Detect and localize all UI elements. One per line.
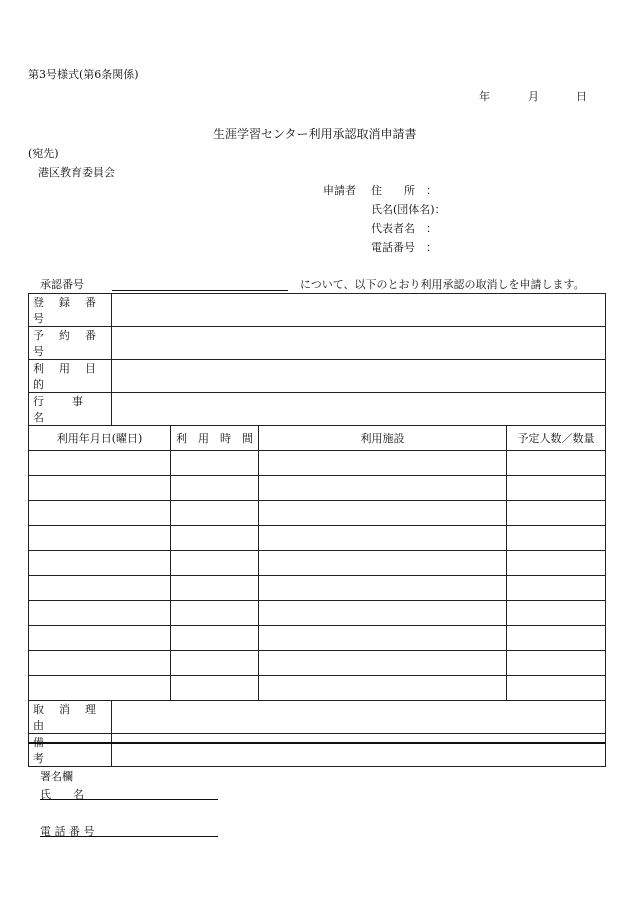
headcount-cell[interactable] (507, 676, 606, 701)
schedule-row (29, 626, 606, 651)
event-name-row (29, 393, 606, 426)
usage-time-cell[interactable] (171, 576, 259, 601)
registration-number-field[interactable] (112, 294, 606, 327)
section-divider (28, 742, 605, 744)
reservation-number-row (29, 327, 606, 360)
facility-cell[interactable] (259, 501, 507, 526)
registration-number-row (29, 294, 606, 327)
usage-date-cell[interactable] (29, 626, 171, 651)
remarks-label: 備 考 (29, 734, 112, 767)
usage-time-cell[interactable] (171, 601, 259, 626)
applicant-representative-label: 代表者名 ： (371, 222, 437, 235)
applicant-phone-label: 電話番号 ： (371, 241, 437, 254)
event-name-label: 行 事 名 (29, 393, 112, 426)
usage-date-cell[interactable] (29, 526, 171, 551)
headcount-cell[interactable] (507, 476, 606, 501)
schedule-row (29, 476, 606, 501)
schedule-header-row (29, 426, 606, 451)
applicant-name-label: 氏名(団体名)： (371, 203, 446, 216)
facility-cell[interactable] (259, 526, 507, 551)
facility-cell[interactable] (259, 576, 507, 601)
column-header-facility: 利用施設 (259, 426, 507, 451)
usage-purpose-row (29, 360, 606, 393)
signature-heading: 署名欄 (40, 770, 73, 783)
usage-time-cell[interactable] (171, 626, 259, 651)
cancel-reason-field[interactable] (112, 701, 606, 734)
cancel-reason-row (29, 701, 606, 734)
usage-date-cell[interactable] (29, 601, 171, 626)
usage-time-cell[interactable] (171, 551, 259, 576)
usage-date-cell[interactable] (29, 501, 171, 526)
headcount-cell[interactable] (507, 451, 606, 476)
usage-time-cell[interactable] (171, 451, 259, 476)
approval-number-label: 承認番号 (40, 278, 84, 291)
date-day-label: 日 (576, 90, 587, 103)
headcount-cell[interactable] (507, 651, 606, 676)
registration-number-label: 登 録 番 号 (29, 294, 112, 327)
usage-date-cell[interactable] (29, 451, 171, 476)
facility-cell[interactable] (259, 551, 507, 576)
schedule-row (29, 526, 606, 551)
usage-purpose-label: 利 用 目 的 (29, 360, 112, 393)
usage-time-cell[interactable] (171, 501, 259, 526)
remarks-row (29, 734, 606, 767)
applicant-address-label: 住 所 ： (371, 184, 437, 197)
facility-cell[interactable] (259, 601, 507, 626)
reservation-number-label: 予 約 番 号 (29, 327, 112, 360)
schedule-row (29, 601, 606, 626)
usage-time-cell[interactable] (171, 651, 259, 676)
facility-cell[interactable] (259, 651, 507, 676)
date-month-label: 月 (528, 90, 539, 103)
schedule-row (29, 551, 606, 576)
usage-date-cell[interactable] (29, 651, 171, 676)
schedule-row (29, 501, 606, 526)
usage-time-cell[interactable] (171, 676, 259, 701)
column-header-usage-date: 利用年月日(曜日) (29, 426, 171, 451)
reservation-number-field[interactable] (112, 327, 606, 360)
approval-number-field[interactable] (112, 290, 288, 291)
addressee-label: (宛先) (28, 147, 59, 160)
headcount-cell[interactable] (507, 576, 606, 601)
facility-cell[interactable] (259, 451, 507, 476)
headcount-cell[interactable] (507, 501, 606, 526)
usage-time-cell[interactable] (171, 526, 259, 551)
approval-statement: について、以下のとおり利用承認の取消しを申請します。 (300, 278, 585, 291)
headcount-cell[interactable] (507, 526, 606, 551)
facility-cell[interactable] (259, 626, 507, 651)
form-number: 第3号様式(第6条関係) (28, 68, 139, 81)
usage-date-cell[interactable] (29, 576, 171, 601)
schedule-row (29, 451, 606, 476)
document-title: 生涯学習センター利用承認取消申請書 (213, 127, 417, 141)
applicant-title: 申請者 (323, 184, 356, 197)
facility-cell[interactable] (259, 676, 507, 701)
signature-name-label: 氏 名 (40, 788, 84, 801)
schedule-row (29, 576, 606, 601)
column-header-usage-time: 利 用 時 間 (171, 426, 259, 451)
schedule-row (29, 676, 606, 701)
signature-phone-field[interactable] (40, 836, 218, 837)
addressee: 港区教育委員会 (38, 166, 115, 179)
headcount-cell[interactable] (507, 551, 606, 576)
headcount-cell[interactable] (507, 626, 606, 651)
date-year-label: 年 (479, 90, 490, 103)
column-header-headcount: 予定人数／数量 (507, 426, 606, 451)
remarks-field[interactable] (112, 734, 606, 767)
usage-date-cell[interactable] (29, 676, 171, 701)
cancel-reason-label: 取 消 理 由 (29, 701, 112, 734)
signature-name-field[interactable] (40, 799, 218, 800)
facility-cell[interactable] (259, 476, 507, 501)
application-table (28, 293, 606, 767)
usage-date-cell[interactable] (29, 476, 171, 501)
signature-phone-label: 電 話 番 号 (40, 825, 95, 838)
usage-purpose-field[interactable] (112, 360, 606, 393)
schedule-row (29, 651, 606, 676)
headcount-cell[interactable] (507, 601, 606, 626)
usage-date-cell[interactable] (29, 551, 171, 576)
event-name-field[interactable] (112, 393, 606, 426)
usage-time-cell[interactable] (171, 476, 259, 501)
